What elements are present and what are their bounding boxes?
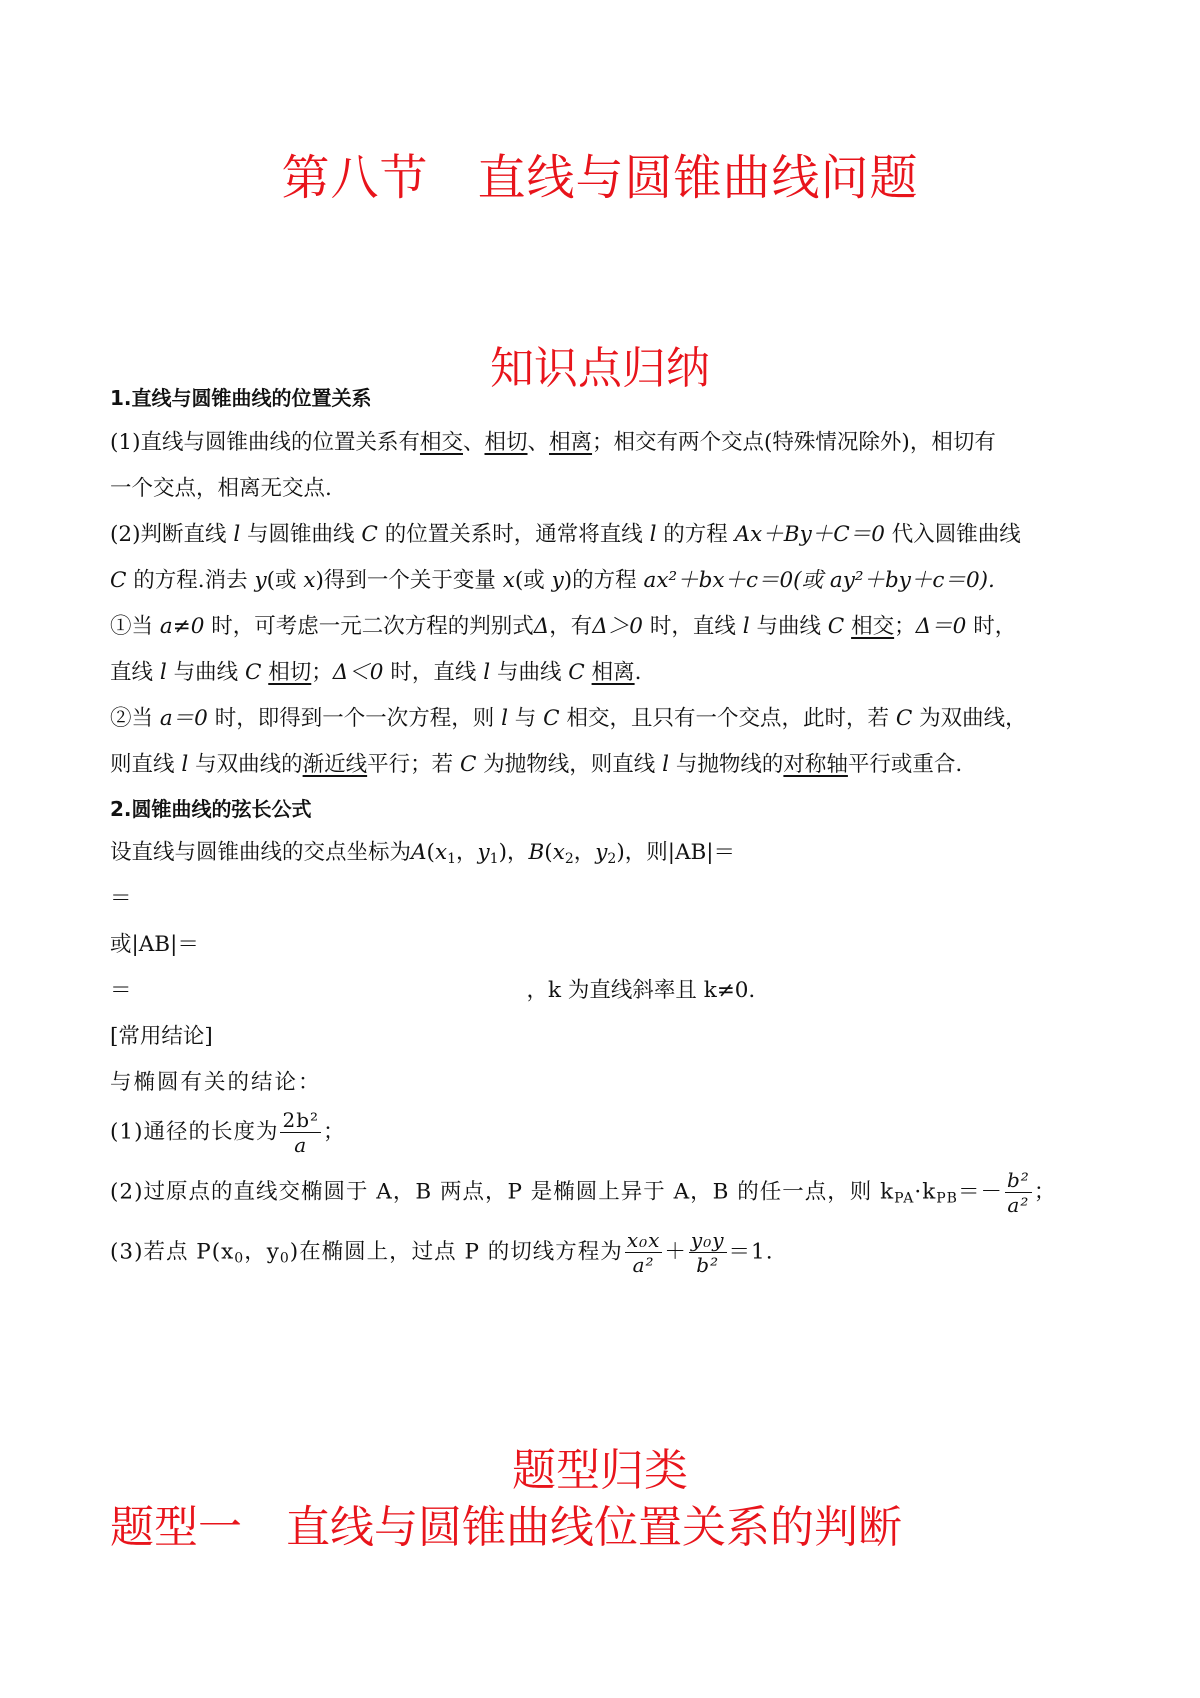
conclusion-2: (2)过原点的直线交椭圆于 A，B 两点，P 是椭圆上异于 A，B 的任一点，则 $k_{PA}\cdot k_{PB}=-$ $\frac{\text{b²}}{\text{a²}}$ ； xyxy=(110,1168,1057,1217)
formula-line: 或|AB|＝ xyxy=(110,932,199,957)
formula-line: ＝ xyxy=(110,886,132,911)
conclusion-1: (1)通径的长度为 $\frac{\text{2b²}}{a}$ ； xyxy=(110,1108,346,1157)
section2-title: 2.圆锥曲线的弦长公式 xyxy=(110,797,312,821)
paragraph-line: (2)判断直线 l 与圆锥曲线 C 的位置关系时，通常将直线 l 的方程 Ax＋By＋C＝0 代入圆锥曲线 xyxy=(110,522,1021,547)
question-types-heading: 题型归类 xyxy=(512,1445,688,1496)
conclusion-3: (3)若点 $P(x_0$，$y_0$)在椭圆上，过点 P 的切线方程为 $\frac{\text{x₀x}}{\text{a²}}$ ＋ $\frac{\text{y₀y}}{\text{b²}}$ ＝1. xyxy=(110,1228,774,1277)
paragraph-line: C 的方程.消去 y(或 x)得到一个关于变量 x(或 y)的方程 ax²＋bx＋c＝0(或 ay²＋by＋c＝0). xyxy=(110,568,995,593)
knowledge-heading: 知识点归纳 xyxy=(490,343,710,394)
paragraph-line: 直线 l 与曲线 C 相切；Δ＜0 时，直线 l 与曲线 C 相离. xyxy=(110,660,642,685)
paragraph-line: 一个交点，相离无交点. xyxy=(110,476,332,501)
paragraph-line: 则直线 l 与双曲线的渐近线平行；若 C 为抛物线，则直线 l 与抛物线的对称轴平行或重合. xyxy=(110,752,963,777)
conclusions-title: [常用结论] xyxy=(110,1024,213,1049)
paragraph-line: ②当 a＝0 时，即得到一个一次方程，则 l 与 C 相交，且只有一个交点，此时，若 C 为双曲线， xyxy=(110,706,1027,731)
paragraph-line: 设直线与圆锥曲线的交点坐标为$A(x_1$，$y_1$)，$B(x_2$，$y_2$)，则|AB|＝ xyxy=(110,840,736,867)
paragraph-line: (1)直线与圆锥曲线的位置关系有相交、相切、相离；相交有两个交点(特殊情况除外)，相切有 xyxy=(110,430,996,455)
section1-title: 1.直线与圆锥曲线的位置关系 xyxy=(110,386,372,410)
conclusion-intro: 与椭圆有关的结论： xyxy=(110,1070,322,1095)
section-heading: 第八节 直线与圆锥曲线问题 xyxy=(281,150,919,206)
formula-line: ＝ ，k 为直线斜率且 k≠0. xyxy=(110,978,756,1003)
type1-heading: 题型一 直线与圆锥曲线位置关系的判断 xyxy=(110,1502,902,1553)
paragraph-line: ①当 a≠0 时，可考虑一元二次方程的判别式Δ，有Δ＞0 时，直线 l 与曲线 C 相交；Δ＝0 时， xyxy=(110,614,1017,639)
